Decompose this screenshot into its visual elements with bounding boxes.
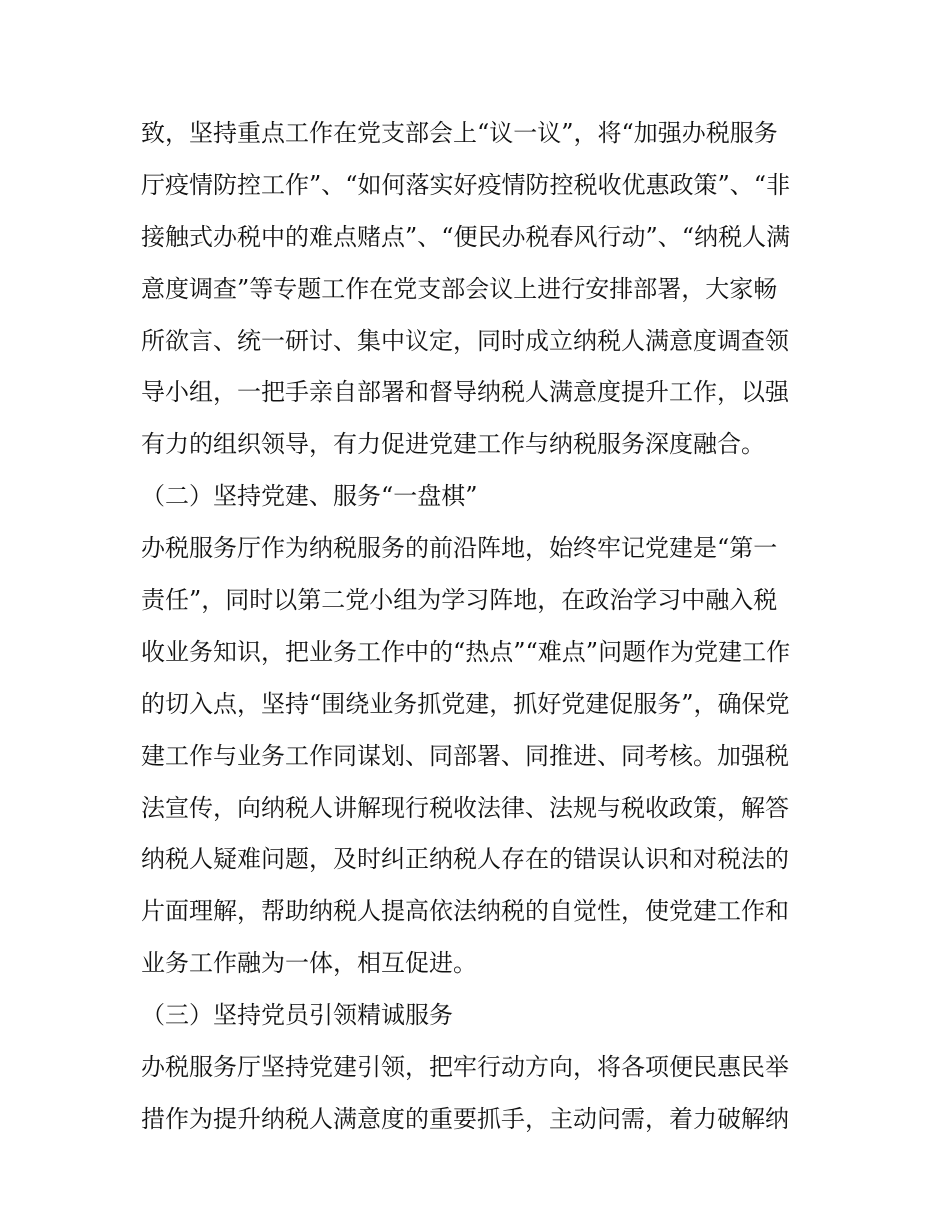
text-line: 纳税人疑难问题，及时纠正纳税人存在的错误认识和对税法的 (141, 845, 789, 874)
text-line: 办税服务厅作为纳税服务的前沿阵地，始终牢记党建是“第一 (141, 534, 778, 563)
body-text (141, 108, 821, 1146)
text-line: 导小组，一把手亲自部署和督导纳税人满意度提升工作，以强 (141, 378, 789, 407)
text-line: 收业务知识，把业务工作中的“热点”“难点”问题作为党建工作 (141, 637, 791, 666)
text-line: 法宣传，向纳税人讲解现行税收法律、法规与税收政策，解答 (141, 793, 789, 822)
text-line: 的切入点，坚持“围绕业务抓党建，抓好党建促服务”，确保党 (141, 689, 790, 718)
text-line: 接触式办税中的难点赌点”、“便民办税春风行动”、“纳税人满 (141, 222, 791, 251)
section-heading: （三）坚持党员引领精诚服务 (141, 1001, 453, 1030)
text-line: 责任”，同时以第二党小组为学习阵地，在政治学习中融入税 (141, 586, 778, 615)
text-line: 致，坚持重点工作在党支部会上“议一议”，将“加强办税服务 (141, 119, 778, 147)
text-line: 业务工作融为一体，相互促进。 (141, 949, 477, 978)
text-line: 片面理解，帮助纳税人提高依法纳税的自觉性，使党建工作和 (141, 897, 789, 926)
text-line: 办税服务厅坚持党建引领，把牢行动方向，将各项便民惠民举 (141, 1053, 789, 1082)
text-line: 所欲言、统一研讨、集中议定，同时成立纳税人满意度调查领 (141, 326, 789, 355)
section-heading: （二）坚持党建、服务“一盘棋” (141, 482, 478, 511)
text-line: 有力的组织领导，有力促进党建工作与纳税服务深度融合。 (141, 430, 765, 459)
text-line: 厅疫情防控工作”、“如何落实好疫情防控税收优惠政策”、“非 (141, 170, 791, 199)
text-line: 建工作与业务工作同谋划、同部署、同推进、同考核。加强税 (141, 741, 789, 770)
text-line: 意度调查”等专题工作在党支部会议上进行安排部署，大家畅 (141, 274, 778, 303)
text-line: 措作为提升纳税人满意度的重要抓手，主动问需，着力破解纳 (141, 1104, 789, 1133)
